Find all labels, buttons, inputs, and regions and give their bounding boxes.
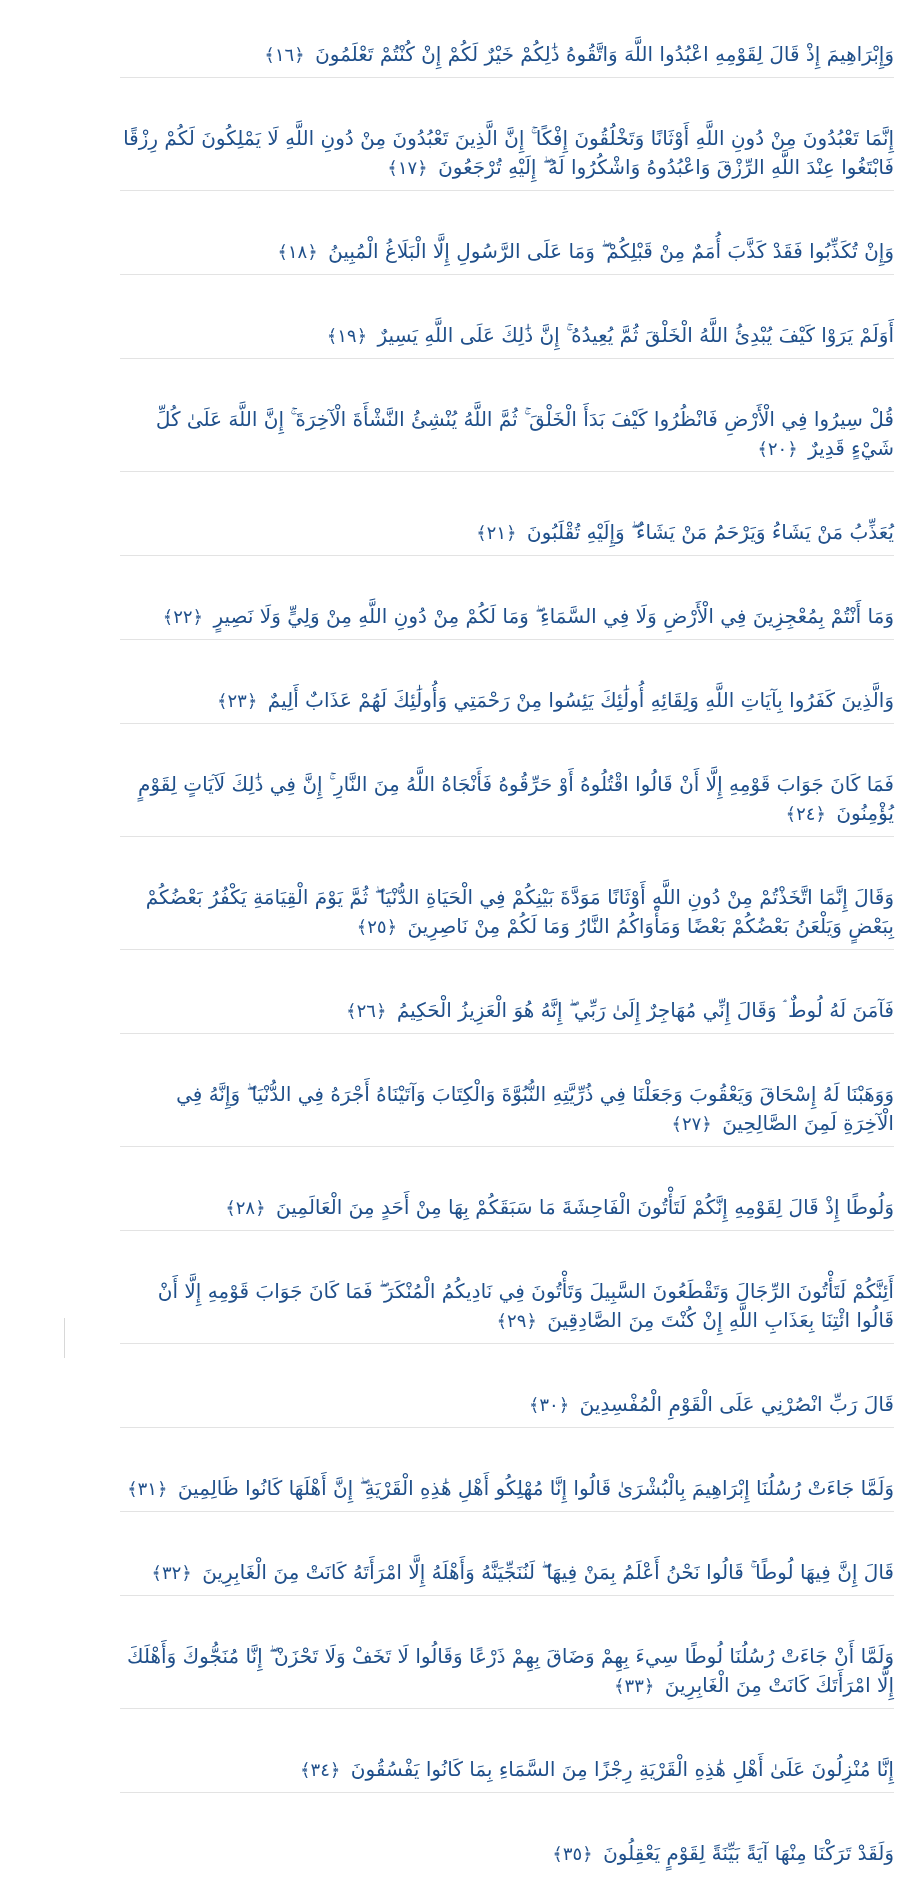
verse (120, 34, 894, 78)
verse-number: ﴿٢٧﴾ (671, 1114, 712, 1135)
verse-text: يُعَذِّبُ مَنْ يَشَاءُ وَيَرْحَمُ مَنْ يَشَاءُ ۖ وَإِلَيْهِ تُقْلَبُونَ (526, 520, 894, 544)
verse (120, 596, 894, 640)
verse-text: وَإِنْ تُكَذِّبُوا فَقَدْ كَذَّبَ أُمَمٌ مِنْ قَبْلِكُمْ ۖ وَمَا عَلَى الرَّسُولِ إِلَّا الْبَلَاغُ الْمُبِينُ (328, 239, 894, 263)
verse-text: أَوَلَمْ يَرَوْا كَيْفَ يُبْدِئُ اللَّهُ الْخَلْقَ ثُمَّ يُعِيدُهُ ۚ إِنَّ ذَٰلِكَ عَلَى اللَّهِ يَسِيرٌ (377, 323, 894, 347)
verse-text: قَالَ رَبِّ انْصُرْنِي عَلَى الْقَوْمِ الْمُفْسِدِينَ (579, 1392, 894, 1416)
verse-number: ﴿٣٣﴾ (613, 1676, 655, 1697)
verse-number: ﴿٣٤﴾ (300, 1760, 341, 1781)
verse-number: ﴿٢١﴾ (476, 523, 517, 544)
verse-number: ﴿٢٩﴾ (496, 1311, 537, 1332)
verse-number: ﴿٣٥﴾ (552, 1844, 593, 1865)
verse (120, 877, 894, 950)
verse-number: ﴿٢٨﴾ (225, 1198, 266, 1219)
verse-text: قَالَ إِنَّ فِيهَا لُوطًا ۚ قَالُوا نَحْنُ أَعْلَمُ بِمَنْ فِيهَا ۖ لَنُنَجِّيَنَّهُ وَأَهْلَهُ إِلَّا امْرَأَتَهُ كَانَتْ مِنَ الْغَابِرِينَ (202, 1560, 894, 1584)
verse (120, 990, 894, 1034)
verse (120, 1833, 894, 1876)
verse-number: ﴿٢٤﴾ (785, 804, 826, 825)
verse-number: ﴿٣٠﴾ (528, 1395, 570, 1416)
verse (120, 1074, 894, 1147)
verse-text: وَإِبْرَاهِيمَ إِذْ قَالَ لِقَوْمِهِ اعْبُدُوا اللَّهَ وَاتَّقُوهُ ذَٰلِكُمْ خَيْرٌ لَكُمْ إِنْ كُنْتُمْ تَعْلَمُونَ (315, 42, 894, 66)
verse (120, 680, 894, 724)
verse-text: وَلَمَّا جَاءَتْ رُسُلُنَا إِبْرَاهِيمَ بِالْبُشْرَىٰ قَالُوا إِنَّا مُهْلِكُو أَهْلِ هَٰذِهِ الْقَرْيَةِ ۖ إِنَّ أَهْلَهَا كَانُوا ظَالِمِينَ (177, 1476, 894, 1500)
verse (120, 1749, 894, 1793)
verse-text: وَمَا أَنْتُمْ بِمُعْجِزِينَ فِي الْأَرْضِ وَلَا فِي السَّمَاءِ ۖ وَمَا لَكُمْ مِنْ دُونِ اللَّهِ مِنْ وَلِيٍّ وَلَا نَصِيرٍ (213, 604, 894, 628)
verse-number: ﴿١٩﴾ (326, 326, 368, 347)
verse-text: فَمَا كَانَ جَوَابَ قَوْمِهِ إِلَّا أَنْ قَالُوا اقْتُلُوهُ أَوْ حَرِّقُوهُ فَأَنْجَاهُ اللَّهُ مِنَ النَّارِ ۚ إِنَّ فِي ذَٰلِكَ لَآيَاتٍ لِقَوْمٍ يُؤْمِنُونَ (138, 772, 894, 825)
verse-number: ﴿٣٢﴾ (151, 1563, 192, 1584)
verse (120, 118, 894, 191)
verse (120, 1271, 894, 1344)
verse-text: وَلُوطًا إِذْ قَالَ لِقَوْمِهِ إِنَّكُمْ لَتَأْتُونَ الْفَاحِشَةَ مَا سَبَقَكُمْ بِهَا مِنْ أَحَدٍ مِنَ الْعَالَمِينَ (276, 1195, 894, 1219)
verse (120, 1636, 894, 1709)
verse (120, 1468, 894, 1512)
verse-text: إِنَّمَا تَعْبُدُونَ مِنْ دُونِ اللَّهِ أَوْثَانًا وَتَخْلُقُونَ إِفْكًا ۚ إِنَّ الَّذِينَ تَعْبُدُونَ مِنْ دُونِ اللَّهِ لَا يَمْلِكُونَ لَكُمْ رِزْقًا فَابْتَغُوا عِنْدَ اللَّهِ الرِّزْقَ وَاعْبُدُوهُ وَاشْكُرُوا لَهُ ۖ إِلَيْهِ تُرْجَعُونَ (123, 126, 894, 179)
verse-text: فَآمَنَ لَهُ لُوطٌ ۘ وَقَالَ إِنِّي مُهَاجِرٌ إِلَىٰ رَبِّي ۖ إِنَّهُ هُوَ الْعَزِيزُ الْحَكِيمُ (396, 998, 894, 1022)
verse-text: وَلَمَّا أَنْ جَاءَتْ رُسُلُنَا لُوطًا سِيءَ بِهِمْ وَضَاقَ بِهِمْ ذَرْعًا وَقَالُوا لَا تَخَفْ وَلَا تَحْزَنْ ۖ إِنَّا مُنَجُّوكَ وَأَهْلَكَ إِلَّا امْرَأَتَكَ كَانَتْ مِنَ الْغَابِرِينَ (127, 1644, 894, 1697)
verse-text: أَئِنَّكُمْ لَتَأْتُونَ الرِّجَالَ وَتَقْطَعُونَ السَّبِيلَ وَتَأْتُونَ فِي نَادِيكُمُ الْمُنْكَرَ ۖ فَمَا كَانَ جَوَابَ قَوْمِهِ إِلَّا أَنْ قَالُوا ائْتِنَا بِعَذَابِ اللَّهِ إِنْ كُنْتَ مِنَ الصَّادِقِينَ (157, 1279, 894, 1332)
verse-list (120, 14, 894, 1896)
verse-text: إِنَّا مُنْزِلُونَ عَلَىٰ أَهْلِ هَٰذِهِ الْقَرْيَةِ رِجْزًا مِنَ السَّمَاءِ بِمَا كَانُوا يَفْسُقُونَ (350, 1757, 894, 1781)
verse (120, 315, 894, 359)
verse-number: ﴿٢٢﴾ (162, 607, 204, 628)
verse (120, 231, 894, 275)
verse (120, 1552, 894, 1596)
verse (120, 512, 894, 556)
verse-number: ﴿٢٥﴾ (356, 917, 398, 938)
verse-number: ﴿٢٣﴾ (216, 691, 258, 712)
verse-text: وَلَقَدْ تَرَكْنَا مِنْهَا آيَةً بَيِّنَةً لِقَوْمٍ يَعْقِلُونَ (603, 1841, 894, 1865)
verse-text: وَالَّذِينَ كَفَرُوا بِآيَاتِ اللَّهِ وَلِقَائِهِ أُولَٰئِكَ يَئِسُوا مِنْ رَحْمَتِي وَأُولَٰئِكَ لَهُمْ عَذَابٌ أَلِيمٌ (267, 688, 894, 712)
verse-number: ﴿٣١﴾ (127, 1479, 168, 1500)
verse-number: ﴿٢٠﴾ (757, 439, 798, 460)
verse (120, 399, 894, 472)
verse (120, 764, 894, 837)
verse-text: وَوَهَبْنَا لَهُ إِسْحَاقَ وَيَعْقُوبَ وَجَعَلْنَا فِي ذُرِّيَّتِهِ النُّبُوَّةَ وَالْكِتَابَ وَآتَيْنَاهُ أَجْرَهُ فِي الدُّنْيَا ۖ وَإِنَّهُ فِي الْآخِرَةِ لَمِنَ الصَّالِحِينَ (176, 1082, 894, 1135)
verse-number: ﴿١٧﴾ (387, 158, 428, 179)
verse-number: ﴿٢٦﴾ (346, 1001, 387, 1022)
verse-number: ﴿١٦﴾ (264, 45, 305, 66)
verse (120, 1384, 894, 1428)
verse-text: وَقَالَ إِنَّمَا اتَّخَذْتُمْ مِنْ دُونِ اللَّهِ أَوْثَانًا مَوَدَّةَ بَيْنِكُمْ فِي الْحَيَاةِ الدُّنْيَا ۖ ثُمَّ يَوْمَ الْقِيَامَةِ يَكْفُرُ بَعْضُكُمْ بِبَعْضٍ وَيَلْعَنُ بَعْضُكُمْ بَعْضًا وَمَأْوَاكُمُ النَّارُ وَمَا لَكُمْ مِنْ نَاصِرِينَ (145, 885, 894, 938)
verse (120, 1187, 894, 1231)
margin-divider (64, 1318, 65, 1358)
verse-number: ﴿١٨﴾ (277, 242, 318, 263)
verse-text: قُلْ سِيرُوا فِي الْأَرْضِ فَانْظُرُوا كَيْفَ بَدَأَ الْخَلْقَ ۚ ثُمَّ اللَّهُ يُنْشِئُ النَّشْأَةَ الْآخِرَةَ ۚ إِنَّ اللَّهَ عَلَىٰ كُلِّ شَيْءٍ قَدِيرٌ (155, 407, 894, 460)
